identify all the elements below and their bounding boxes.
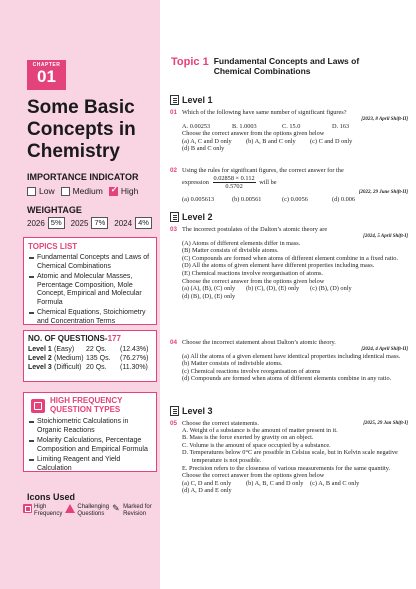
answer-option[interactable]: (a) C, D and E only [182,479,232,487]
row-percent: (12.43%) [120,346,149,353]
importance-indicator [27,184,157,198]
weightage-year: 2025 [70,218,89,228]
answer-option[interactable]: (c) A, B and C only [310,479,360,487]
choose-instruction: Choose the correct answer from the options given below [182,130,325,138]
choose-instruction: Choose the correct answer from the options given below [182,277,325,285]
topic-header [171,56,389,76]
row-count: 135 Qs. [86,355,111,362]
choose-instruction: Choose the correct answer from the options given below [182,472,325,480]
topic-list-item: Chemical Equations, Stoichiometry and Concentration Terms [28,309,152,326]
level-label: Level 3 [182,406,213,416]
importance-option-label: Low [39,186,55,196]
answer-option[interactable]: (b) 0.00561 [232,195,262,203]
statement-item: C. Volume is the amount of space occupied by a substance. [182,441,331,449]
answer-option[interactable]: (c) Chemical reactions involve reorganisation of atoms [182,367,321,375]
high-frequency-box [23,392,157,472]
answer-options [182,480,408,495]
expression-fraction [213,175,256,190]
row-percent: (76.27%) [120,355,149,362]
topic-tag: Topic 1 [171,56,209,68]
legend-label: Revision [123,511,147,517]
weightage-value: 7% [91,217,108,229]
answer-option[interactable]: (b) A, B and C only [246,137,296,145]
question-count-label: NO. OF QUESTIONS- [28,334,108,343]
row-level: Level 2 [28,355,52,362]
statement-item: D. Temperatures below 0°C are possible in Celsius scale, but in Kelvin scale negative temperature is not possible. [182,449,398,464]
high-frequency-heading-line: QUESTION TYPES [50,405,121,414]
answer-option[interactable]: (b) Matter consists of indivisible atoms. [182,360,283,368]
row-percent: (11.30%) [120,364,148,371]
option-item: C. 15.0 [282,122,301,130]
question-count-box [23,330,157,382]
icons-legend [23,504,157,518]
high-frequency-icon [31,399,45,413]
question-reference: [2024, 5 April Shift-I] [363,233,408,239]
importance-heading: IMPORTANCE INDICATOR [27,172,139,182]
weightage-year: 2024 [114,218,133,228]
statement-item: (D) All the atoms of given element have different properties including mass. [182,262,375,270]
level-label: Level 1 [182,95,213,105]
checkbox-icon [61,187,70,196]
answer-option[interactable]: (d) A, D and E only [182,487,232,495]
level-icon [170,212,179,222]
importance-medium [61,186,103,196]
option-item: A. 0.00253 [182,122,211,130]
row-difficulty: (Medium) [54,355,84,362]
question-text: The incorrect postulates of the Dalton’s atomic theory are [182,226,328,233]
legend-item [65,504,109,518]
row-count: 22 Qs. [86,346,107,353]
checkbox-icon [27,187,36,196]
row-count: 20 Qs. [86,364,107,371]
high-frequency-item: Molarity Calculations, Percentage Composition and Empirical Formula [28,437,152,454]
legend-label: High [34,504,47,510]
statement-item: (E) Chemical reactions involve reorganisation of atoms. [182,269,323,277]
statement-item: B. Mass is the force exerted by gravity on an object. [182,434,314,442]
level-heading [170,406,213,416]
question-text: Choose the correct statements. [182,420,259,427]
question-02 [170,167,408,203]
answer-option[interactable]: (a) All the atoms of a given element have identical properties including identical mass. [182,352,401,360]
challenging-icon [65,504,75,513]
answer-option[interactable]: (b) (C), (D), (E) only [246,285,300,293]
topics-list-heading: TOPICS LIST [28,242,78,251]
question-number: 05 [170,420,178,427]
legend-label: Marked for [123,504,152,510]
question-reference: [2025, 29 Jan Shift-I] [363,420,408,426]
chapter-title [27,97,157,163]
weightage-value: 5% [48,217,65,229]
question-count-total: 177 [107,334,121,343]
topic-list-item: Fundamental Concepts and Laws of Chemical Combinations [28,254,152,271]
weightage-value: 4% [135,217,152,229]
question-count-row [28,345,152,354]
fraction-denominator: 0.5702 [225,182,243,190]
question-number: 02 [170,167,178,174]
legend-item [23,504,62,518]
question-01 [170,109,408,153]
high-frequency-heading-line: HIGH FREQUENCY [50,396,123,405]
question-content [165,0,416,589]
chapter-label: CHAPTER [32,62,61,68]
answer-option[interactable]: (c) 0.0056 [282,195,308,203]
answer-option[interactable]: (c) C and D only [310,137,353,145]
revision-pin-icon: ✎ [112,503,120,513]
statement-item: (A) Atoms of different elements differ in mass. [182,239,301,247]
row-level: Level 1 [28,346,52,353]
answer-option[interactable]: (d) Compounds are formed when atoms of different elements combine in any ratio. [182,375,392,383]
expression-prefix: expression [182,178,209,186]
statement-item: (C) Compounds are formed when atoms of different element combine in a fixed ratio. [182,254,399,262]
answer-option[interactable]: (a) (A), (B), (C) only [182,285,236,293]
weightage-heading: WEIGHTAGE [27,205,82,215]
topic-title: Fundamental Concepts and Laws of Chemical Combinations [213,56,360,76]
statement-item: (B) Matter consists of divisible atoms. [182,247,279,255]
answer-options [182,285,408,300]
level-icon [170,95,179,105]
answer-option[interactable]: (d) (B), (D), (E) only [182,292,236,300]
chapter-title-line: Some Basic [27,97,135,118]
question-text: Choose the incorrect statement about Dalton’s atomic theory. [182,339,336,346]
legend-label: Challenging [77,504,110,510]
row-difficulty: (Difficult) [54,364,82,371]
question-05 [170,420,408,495]
high-frequency-heading [50,396,152,414]
answer-option[interactable]: (a) 0.005613 [182,195,215,203]
answer-option[interactable]: (c) (B), (D) only [310,285,352,293]
question-reference: [2024, 4 April Shift-II] [361,346,408,352]
question-number: 01 [170,109,178,116]
legend-label: Frequency [34,511,63,517]
high-frequency-item: Limiting Reagent and Yield Calculation [28,456,152,473]
row-difficulty: (Easy) [54,346,75,353]
answer-option[interactable]: (d) 0.006 [332,195,356,203]
statement-item: A. Weight of a substance is the amount of matter present in it. [182,426,338,434]
question-number: 04 [170,339,178,346]
answer-option[interactable]: (a) A, C and D only [182,137,232,145]
row-level: Level 3 [28,364,52,371]
question-expression [182,175,408,190]
level-icon [170,406,179,416]
icons-used-heading: Icons Used [27,492,76,502]
answer-option[interactable]: (b) A, B, C and D only [246,479,304,487]
question-text: Which of the following have same number of significant figures? [182,109,347,116]
question-count-row [28,354,152,363]
question-options [182,123,408,131]
question-count-heading [28,334,152,343]
answer-options [182,138,408,153]
question-reference: [2023, 8 April Shift-II] [361,116,408,122]
option-item: B. 1.0003 [232,122,257,130]
legend-item [112,504,152,518]
question-count-row [28,363,152,372]
topics-list-box [23,237,157,325]
question-number: 03 [170,226,178,233]
chapter-number: 01 [37,67,56,86]
question-reference: [2022, 29 June Shift-II] [358,189,408,195]
topic-list-item: Atomic and Molecular Masses, Percentage Composition, Mole Concept, Empirical and Molecular Formula [28,273,152,307]
expression-suffix: will be [259,178,277,186]
answer-option[interactable]: (d) B and C only [182,145,225,153]
high-frequency-item: Stoichiometric Calculations in Organic Reactions [28,418,152,435]
weightage-year: 2026 [27,218,45,228]
level-heading [170,212,213,222]
level-heading [170,95,213,105]
statement-item: E. Precision refers to the closeness of various measurements for the same quantity. [182,464,391,472]
chapter-title-line: Chemistry [27,141,120,162]
question-04 [170,339,408,383]
question-text: Using the rules for significant figures, the correct answer for the [182,167,344,174]
answer-options [182,196,408,204]
fraction-numerator: 0.02858 × 0.112 [213,174,255,182]
importance-high [109,186,138,196]
question-03 [170,226,408,300]
option-item: D. 163 [332,122,350,130]
chapter-title-line: Concepts in [27,119,136,140]
high-frequency-icon [23,504,32,513]
importance-option-label: Medium [72,186,103,196]
level-label: Level 2 [182,212,213,222]
importance-low [27,186,55,196]
legend-label: Questions [77,511,105,517]
chapter-sidebar [0,0,160,589]
checked-checkbox-icon [109,187,118,196]
weightage-row [27,217,158,229]
importance-option-label: High [120,186,139,196]
chapter-badge [27,60,66,90]
